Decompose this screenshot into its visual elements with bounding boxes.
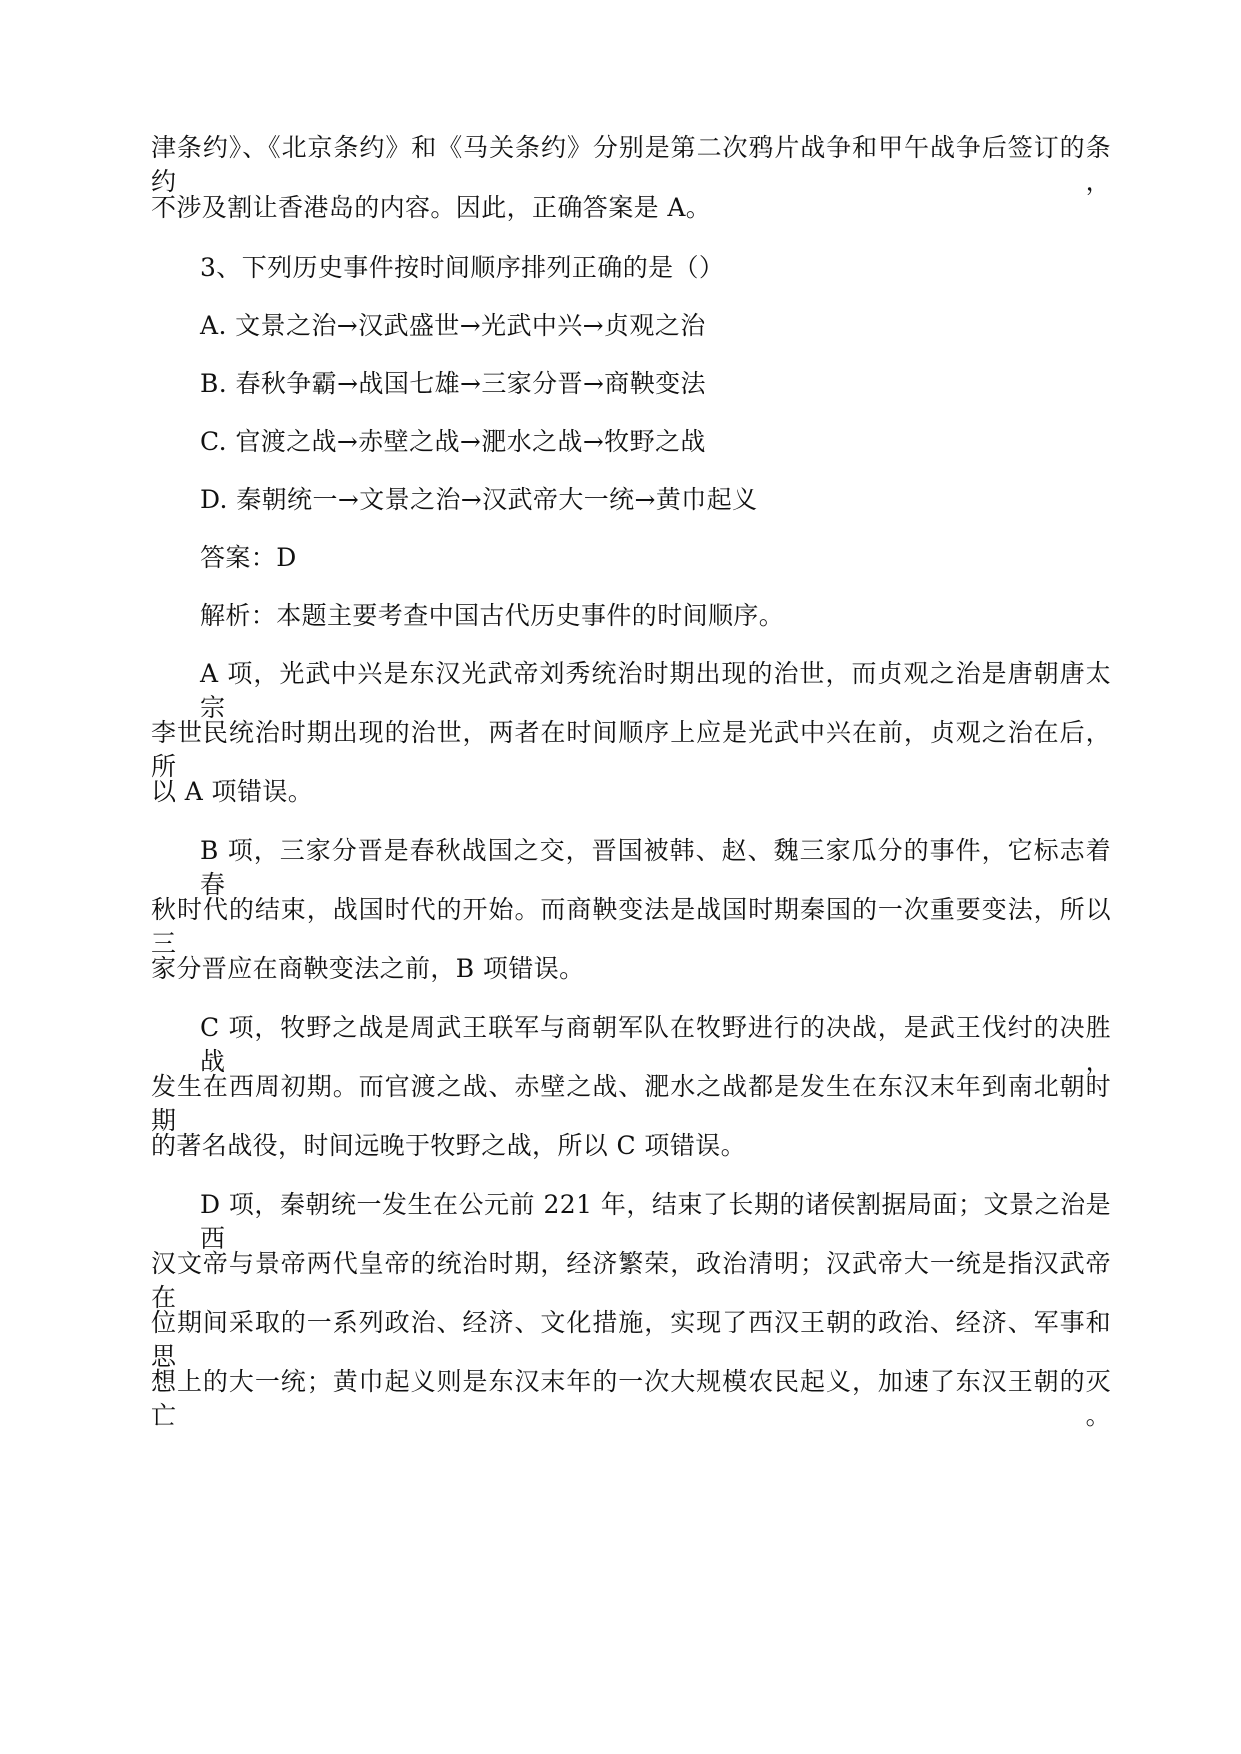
question-title: 3、下列历史事件按时间顺序排列正确的是（） [200, 253, 725, 282]
paragraph-line: 家分晋应在商鞅变法之前，B 项错误。 [151, 954, 585, 983]
answer-line: 答案：D [200, 543, 297, 572]
paragraph-line: 汉文帝与景帝两代皇帝的统治时期，经济繁荣，政治清明；汉武帝大一统是指汉武帝在 [151, 1249, 1111, 1312]
analysis-intro: 解析：本题主要考查中国古代历史事件的时间顺序。 [200, 601, 785, 630]
paragraph-line: A 项，光武中兴是东汉光武帝刘秀统治时期出现的治世，而贞观之治是唐朝唐太宗 [200, 659, 1111, 722]
option-a: A. 文景之治→汉武盛世→光武中兴→贞观之治 [200, 311, 706, 340]
paragraph-line: 想上的大一统；黄巾起义则是东汉末年的一次大规模农民起义，加速了东汉王朝的灭亡。 [151, 1367, 1111, 1430]
option-c: C. 官渡之战→赤壁之战→淝水之战→牧野之战 [200, 427, 706, 456]
paragraph-line: 李世民统治时期出现的治世，两者在时间顺序上应是光武中兴在前，贞观之治在后，所 [151, 718, 1111, 781]
paragraph-line: 不涉及割让香港岛的内容。因此，正确答案是 A。 [151, 193, 712, 222]
option-b: B. 春秋争霸→战国七雄→三家分晋→商鞅变法 [200, 369, 706, 398]
paragraph-line: 以 A 项错误。 [151, 777, 314, 806]
paragraph-line: 发生在西周初期。而官渡之战、赤壁之战、淝水之战都是发生在东汉末年到南北朝时期 [151, 1072, 1111, 1135]
paragraph-line: 津条约》、《北京条约》和《马关条约》分别是第二次鸦片战争和甲午战争后签订的条约， [151, 133, 1111, 196]
paragraph-line: 的著名战役，时间远晚于牧野之战，所以 C 项错误。 [151, 1131, 747, 1160]
paragraph-line: B 项，三家分晋是春秋战国之交，晋国被韩、赵、魏三家瓜分的事件，它标志着春 [200, 836, 1111, 899]
paragraph-line: D 项，秦朝统一发生在公元前 221 年，结束了长期的诸侯割据局面；文景之治是西 [200, 1190, 1111, 1253]
paragraph-line: 秋时代的结束，战国时代的开始。而商鞅变法是战国时期秦国的一次重要变法，所以三 [151, 895, 1111, 958]
paragraph-line: C 项，牧野之战是周武王联军与商朝军队在牧野进行的决战，是武王伐纣的决胜战， [200, 1013, 1111, 1076]
option-d: D. 秦朝统一→文景之治→汉武帝大一统→黄巾起义 [200, 485, 758, 514]
paragraph-line: 位期间采取的一系列政治、经济、文化措施，实现了西汉王朝的政治、经济、军事和思 [151, 1308, 1111, 1371]
